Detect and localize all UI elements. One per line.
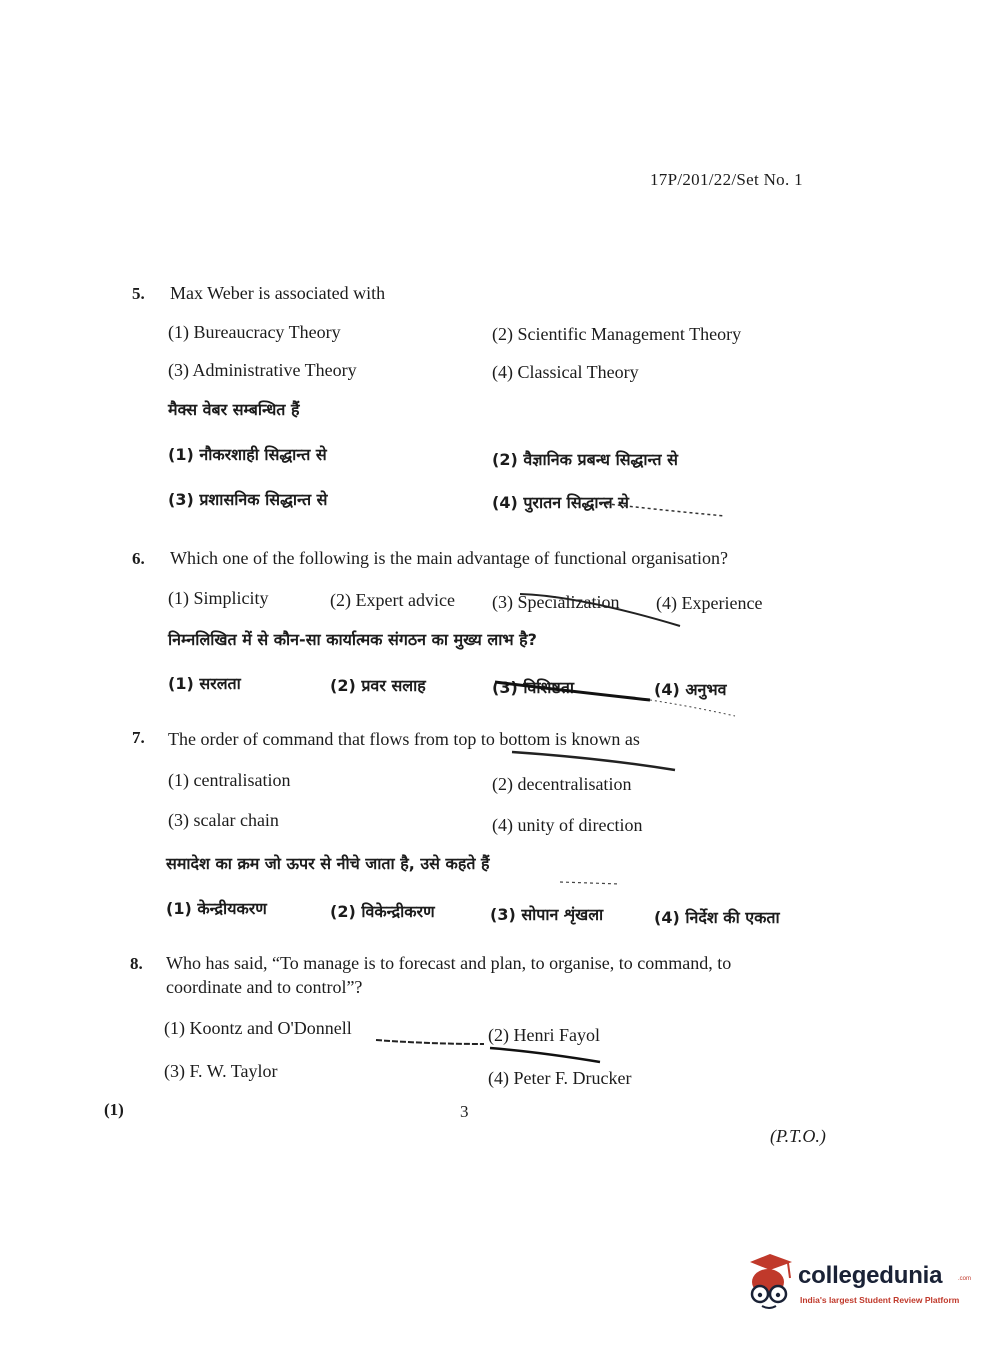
set-mark: (1) bbox=[104, 1100, 124, 1119]
question-8-text-line-1: Who has said, “To manage is to forecast and plan, to organise, to command, to bbox=[166, 953, 732, 973]
paper-code: 17P/201/22/Set No. 1 bbox=[650, 170, 803, 189]
q7-option-3: (3) scalar chain bbox=[168, 810, 279, 830]
q5-option-1: (1) Bureaucracy Theory bbox=[168, 322, 341, 342]
q6-option-4-hindi: (4) अनुभव bbox=[654, 680, 727, 699]
pto-label: (P.T.O.) bbox=[770, 1126, 826, 1146]
q6-option-3-hindi: (3) विशिष्टता bbox=[492, 678, 575, 697]
collegedunia-logo-text: collegedunia bbox=[798, 1262, 943, 1289]
question-7-text-hindi: समादेश का क्रम जो ऊपर से नीचे जाता है, उसे कहते हैं bbox=[166, 854, 490, 873]
q5-option-4: (4) Classical Theory bbox=[492, 362, 639, 382]
question-6-text-hindi: निम्नलिखित में से कौन-सा कार्यात्मक संगठन का मुख्य लाभ है? bbox=[168, 630, 537, 649]
q7-option-2: (2) decentralisation bbox=[492, 774, 632, 794]
collegedunia-mascot-icon bbox=[742, 1252, 798, 1312]
question-5-number: 5. bbox=[132, 284, 145, 303]
q8-option-4: (4) Peter F. Drucker bbox=[488, 1068, 632, 1088]
q6-option-4: (4) Experience bbox=[656, 593, 763, 613]
q5-option-4-hindi: (4) पुरातन सिद्धान्त से bbox=[492, 493, 629, 512]
question-6-number: 6. bbox=[132, 549, 145, 568]
q6-option-2: (2) Expert advice bbox=[330, 590, 455, 610]
q7-option-1: (1) centralisation bbox=[168, 770, 291, 790]
q8-option-3: (3) F. W. Taylor bbox=[164, 1061, 278, 1081]
question-8-number: 8. bbox=[130, 954, 143, 973]
q5-option-2-hindi: (2) वैज्ञानिक प्रबन्ध सिद्धान्त से bbox=[492, 450, 678, 469]
q7-option-4: (4) unity of direction bbox=[492, 815, 643, 835]
collegedunia-tagline: India's largest Student Review Platform bbox=[800, 1295, 960, 1305]
question-6-text: Which one of the following is the main advantage of functional organisation? bbox=[170, 548, 729, 568]
q5-option-3-hindi: (3) प्रशासनिक सिद्धान्त से bbox=[168, 490, 328, 509]
question-8-text-line-2: coordinate and to control”? bbox=[166, 977, 363, 997]
q5-option-2: (2) Scientific Management Theory bbox=[492, 324, 742, 344]
q6-option-1-hindi: (1) सरलता bbox=[168, 674, 241, 693]
q7-option-3-hindi: (3) सोपान शृंखला bbox=[490, 905, 604, 924]
q8-option-2: (2) Henri Fayol bbox=[488, 1025, 600, 1045]
question-5-text: Max Weber is associated with bbox=[170, 283, 386, 303]
question-7-number: 7. bbox=[132, 728, 145, 747]
q5-option-1-hindi: (1) नौकरशाही सिद्धान्त से bbox=[168, 445, 327, 464]
q7-option-1-hindi: (1) केन्द्रीयकरण bbox=[166, 899, 267, 918]
q8-option-1: (1) Koontz and O'Donnell bbox=[164, 1018, 352, 1038]
q5-option-3: (3) Administrative Theory bbox=[168, 360, 357, 380]
question-5-text-hindi: मैक्स वेबर सम्बन्धित हैं bbox=[168, 400, 300, 419]
q6-option-2-hindi: (2) प्रवर सलाह bbox=[330, 676, 426, 695]
q7-option-2-hindi: (2) विकेन्द्रीकरण bbox=[330, 902, 435, 921]
collegedunia-logo-suffix: .com bbox=[958, 1276, 972, 1282]
question-7-text: The order of command that flows from top to bottom is known as bbox=[168, 729, 640, 749]
q6-option-3: (3) Specialization bbox=[492, 592, 620, 612]
q7-option-4-hindi: (4) निर्देश की एकता bbox=[654, 908, 780, 927]
page-number: 3 bbox=[460, 1102, 469, 1121]
q6-option-1: (1) Simplicity bbox=[168, 588, 269, 608]
